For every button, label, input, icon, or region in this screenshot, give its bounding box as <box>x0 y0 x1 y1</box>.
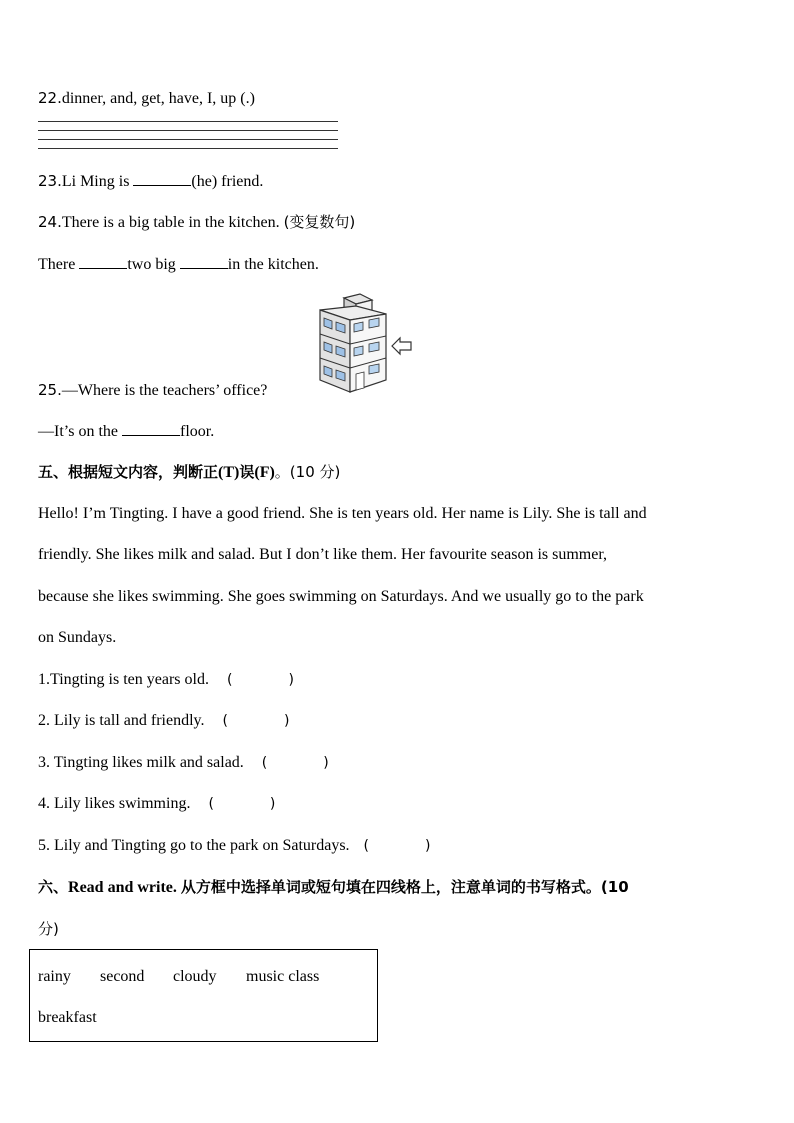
answer-paren-close: ) <box>269 796 276 812</box>
section-6-heading-cont <box>38 919 59 940</box>
question-24-answer <box>38 254 319 275</box>
statement-5 <box>38 836 430 856</box>
statement-4 <box>38 794 275 814</box>
question-text-after: (he) friend. <box>191 173 264 190</box>
question-24 <box>38 212 355 233</box>
answer-paren-open: ( <box>222 713 228 729</box>
answer-text-after: floor. <box>180 423 215 440</box>
answer-paren-close: ) <box>425 838 431 854</box>
question-number: 23. <box>38 172 62 190</box>
passage-line: on Sundays. <box>38 629 117 646</box>
building-illustration <box>316 292 416 401</box>
answer-paren-open: ( <box>208 796 214 812</box>
word-option: cloudy <box>173 968 217 985</box>
heading-english: Read and write. <box>68 879 181 896</box>
statement-text: 1.Tingting is ten years old. <box>38 671 209 688</box>
word-bank-box <box>29 949 378 1042</box>
question-25-answer <box>38 421 214 442</box>
question-text-before: Li Ming is <box>61 173 134 190</box>
question-number: 24. <box>38 213 62 231</box>
heading-text: 五、根据短文内容，判断正 <box>38 463 219 481</box>
passage-line: because she likes swimming. She goes swimming on Saturdays. And we usually go to the park <box>38 588 644 605</box>
answer-paren-open: ( <box>226 672 233 688</box>
answer-blank[interactable] <box>79 254 127 269</box>
question-22 <box>38 88 255 109</box>
statement-3 <box>38 753 329 773</box>
answer-paren-open: ( <box>261 755 268 771</box>
statement-text: 4. Lily likes swimming. <box>38 795 191 812</box>
question-number: 22. <box>38 89 62 107</box>
answer-text-mid: two big <box>127 256 180 273</box>
word-option: music class <box>246 968 320 985</box>
heading-score: 分) <box>38 920 59 938</box>
word-option: breakfast <box>38 1009 97 1026</box>
answer-text-before: There <box>38 256 80 273</box>
answer-blank[interactable] <box>133 171 191 186</box>
heading-instruction: 从方框中选择单词或短句填在四线格上，注意单词的书写格式。(10 <box>180 878 629 896</box>
answer-paren-close: ) <box>283 713 290 729</box>
word-option: rainy <box>38 968 71 985</box>
heading-text: 误 <box>239 463 255 481</box>
answer-paren-open: ( <box>363 838 370 854</box>
word-option: second <box>100 968 145 985</box>
statement-text: 5. Lily and Tingting go to the park on Saturdays. <box>38 837 350 854</box>
answer-blank[interactable] <box>122 421 180 436</box>
question-text: dinner, and, get, have, I, up (.) <box>61 90 255 107</box>
answer-text-before: —It’s on the <box>38 423 122 440</box>
answer-paren-close: ) <box>323 755 329 771</box>
answer-paren-close: ) <box>288 672 294 688</box>
heading-false-mark: (F) <box>254 464 275 481</box>
answer-text-after: in the kitchen. <box>227 256 319 273</box>
four-line-grid[interactable] <box>38 121 338 157</box>
section-5-heading <box>38 462 340 483</box>
answer-blank[interactable] <box>180 254 228 269</box>
statement-1 <box>38 670 294 690</box>
question-number: 25. <box>38 381 62 399</box>
question-text: —Where is the teachers’ office? <box>61 382 268 399</box>
statement-text: 3. Tingting likes milk and salad. <box>38 754 244 771</box>
statement-2 <box>38 711 289 731</box>
passage-line: friendly. She likes milk and salad. But I don’t like them. Her favourite season is summer, <box>38 546 608 563</box>
question-23 <box>38 171 263 192</box>
heading-score: 。(10 分) <box>274 463 341 481</box>
passage-line: Hello! I’m Tingting. I have a good friend. She is ten years old. Her name is Lily. She is tall and <box>38 505 647 522</box>
question-25 <box>38 380 267 401</box>
heading-true-mark: (T) <box>218 464 240 481</box>
heading-text: 六、 <box>38 878 69 896</box>
question-instruction: (变复数句) <box>283 213 356 231</box>
question-text: There is a big table in the kitchen. <box>61 214 284 231</box>
section-6-heading <box>38 877 629 898</box>
statement-text: 2. Lily is tall and friendly. <box>38 712 205 729</box>
